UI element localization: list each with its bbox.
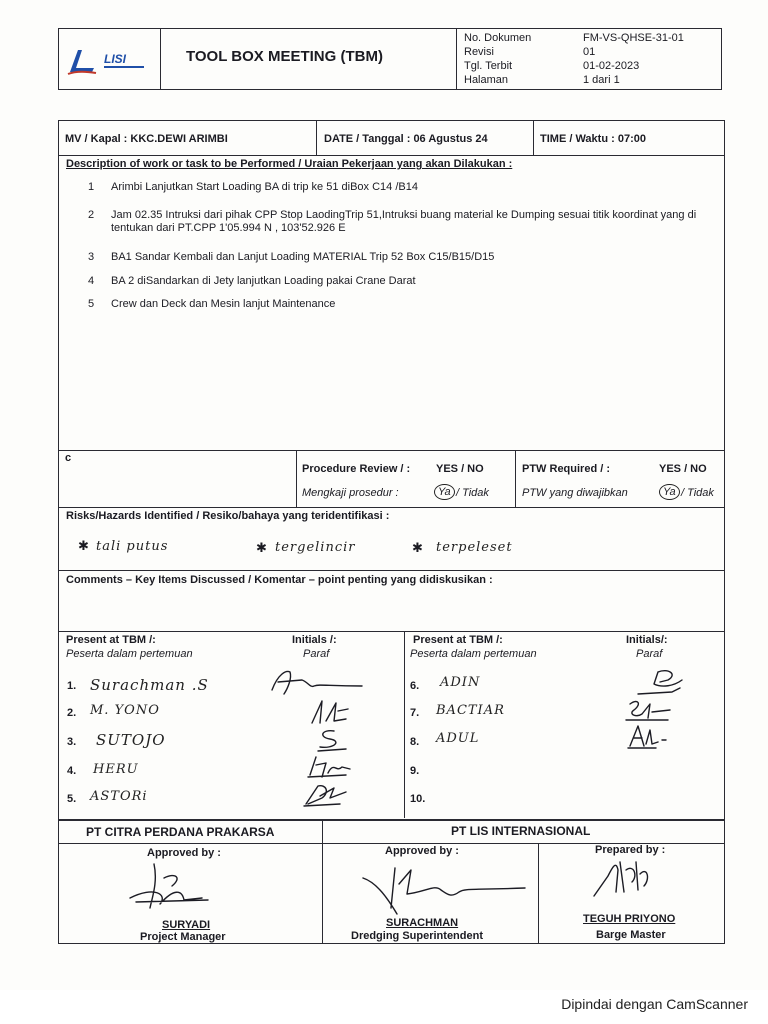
ptw-choice-circled: Ya <box>659 484 680 500</box>
initial-signature <box>626 722 676 750</box>
time-label: TIME / Waktu : <box>540 133 615 145</box>
meta-value-revision: 01 <box>583 46 596 58</box>
procedure-label: Procedure Review / : <box>302 463 411 475</box>
company-logo <box>66 44 156 78</box>
description-label: Description of work or task to be Performed / Uraian Pekerjaan yang akan Dilakukan : <box>66 158 513 170</box>
risk-item: tergelincir <box>275 540 356 555</box>
scanner-watermark: Dipindai dengan CamScanner <box>561 996 748 1012</box>
date-value: 06 Agustus 24 <box>413 133 488 145</box>
ptw-label: PTW Required / : <box>522 463 610 475</box>
risks-label: Risks/Hazards Identified / Resiko/bahaya yang teridentifikasi : <box>66 510 390 522</box>
date-field <box>324 133 488 145</box>
company-left: PT CITRA PERDANA PRAKARSA <box>86 825 275 839</box>
vessel-value: KKC.DEWI ARIMBI <box>130 133 228 145</box>
initial-signature <box>628 666 688 698</box>
risk-item: tali putus <box>96 539 169 554</box>
participant-name: BACTIAR <box>436 703 505 718</box>
preparer-signature <box>588 856 658 900</box>
ptw-options: YES / NO <box>659 463 707 475</box>
initial-signature <box>624 696 674 724</box>
approver-signature <box>355 864 530 916</box>
initial-signature <box>306 753 356 779</box>
logo-text: LISI <box>104 52 127 66</box>
initial-signature <box>308 697 353 727</box>
meta-label-revision: Revisi <box>464 46 494 58</box>
meta-values <box>583 31 684 87</box>
risk-item: terpeleset <box>436 540 513 555</box>
procedure-italic: Mengkaji prosedur : <box>302 487 399 499</box>
bullet-star-icon: ✱ <box>412 540 423 555</box>
meta-value-issue-date: 01-02-2023 <box>583 60 640 72</box>
meta-label-doc-no: No. Dokumen <box>464 32 532 44</box>
procedure-choice-circled: Ya <box>434 484 455 500</box>
comments-label: Comments – Key Items Discussed / Komentar – point penting yang didiskusikan : <box>66 574 493 586</box>
participant-name: ADUL <box>436 731 480 746</box>
bullet-star-icon: ✱ <box>256 540 267 555</box>
participant-name: Surachman .S <box>90 676 209 694</box>
vessel-field <box>65 133 228 145</box>
approver-signature <box>124 858 214 914</box>
participant-name: HERU <box>93 762 139 777</box>
company-right: PT LIS INTERNASIONAL <box>451 824 591 838</box>
meta-value-doc-no: FM-VS-QHSE-31-01 <box>583 32 684 44</box>
meta-label-issue-date: Tgl. Terbit <box>464 60 513 72</box>
meta-label-page: Halaman <box>464 74 509 86</box>
vessel-label: MV / Kapal : <box>65 133 128 145</box>
participant-name: ASTORi <box>90 789 148 804</box>
c-label: c <box>65 452 72 464</box>
procedure-options: YES / NO <box>436 463 484 475</box>
bullet-star-icon: ✱ <box>78 538 89 553</box>
participant-name: M. YONO <box>90 703 160 718</box>
participant-name: ADIN <box>440 675 481 690</box>
meta-labels <box>464 31 531 87</box>
time-value: 07:00 <box>617 133 646 145</box>
scanner-footer <box>0 990 768 1024</box>
ptw-rest: / Tidak <box>681 487 714 499</box>
initial-signature <box>312 727 352 753</box>
participant-name: SUTOJO <box>96 731 166 749</box>
meta-value-page: 1 dari 1 <box>583 74 620 86</box>
initial-signature <box>268 668 368 698</box>
ptw-italic: PTW yang diwajibkan <box>522 487 628 499</box>
date-label: DATE / Tanggal : <box>324 133 411 145</box>
document-title: TOOL BOX MEETING (TBM) <box>186 48 383 65</box>
procedure-rest: / Tidak <box>456 487 489 499</box>
time-field <box>540 133 646 145</box>
initial-signature <box>300 780 352 808</box>
